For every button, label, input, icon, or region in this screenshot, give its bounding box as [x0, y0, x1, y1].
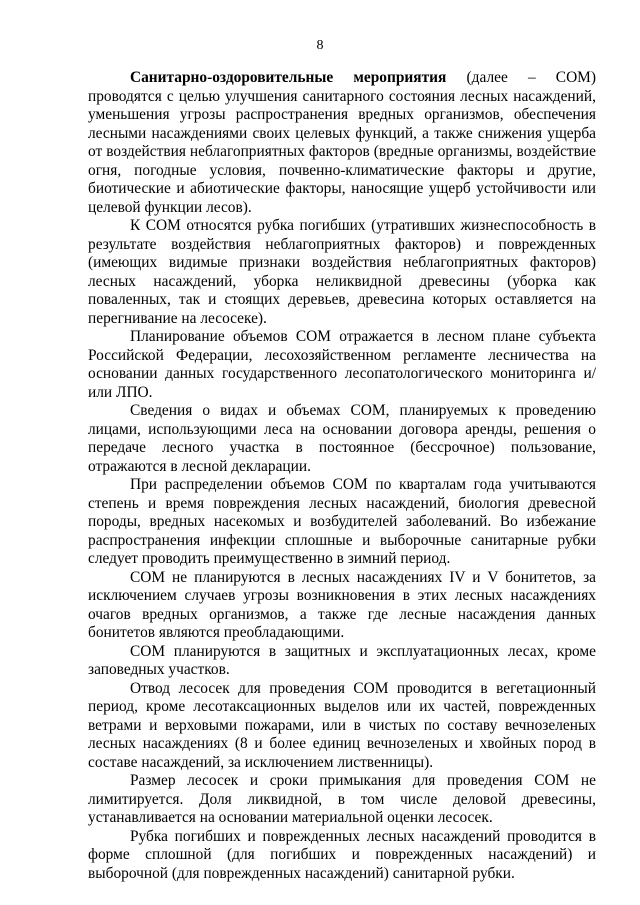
paragraph-7: СОМ планируются в защитных и эксплуатационных лесах, кроме заповедных участков. — [88, 642, 596, 678]
paragraph-10: Рубка погибших и поврежденных лесных насаждений проводится в форме сплошной (для погибших и поврежденных насаждений) и выборочной (для поврежденных насаждений) санитарной рубки. — [88, 827, 596, 882]
paragraph-1-lead: Санитарно-оздоровительные мероприятия — [130, 69, 447, 86]
document-body — [88, 69, 596, 883]
paragraph-2: К СОМ относятся рубка погибших (утративших жизнеспособность в результате воздействия неблагоприятных факторов) и поврежденных (имеющих видимые признаки воздействия неблагоприятных факторов) лесных насаждений, уборка неликвидной древесины (уборка как поваленных, так и стоящих деревьев, древесина которых оставляется на перегнивание на лесосеке). — [88, 217, 596, 327]
paragraph-8: Отвод лесосек для проведения СОМ проводится в вегетационный период, кроме лесотаксационных выделов или их частей, поврежденных ветрами и верховыми пожарами, или в чистых по составу вечнозеленых лесных насаждениях (8 и более единиц вечнозеленых и хвойных пород в составе насаждений, за исключением лиственницы). — [88, 679, 596, 771]
paragraph-1 — [88, 69, 596, 217]
paragraph-4: Сведения о видах и объемах СОМ, планируемых к проведению лицами, использующими леса на основании договора аренды, решения о передаче лесного участка в постоянное (бессрочное) пользование, отражаются в лесной декларации. — [88, 402, 596, 475]
page-number: 8 — [316, 38, 324, 53]
paragraph-9: Размер лесосек и сроки примыкания для проведения СОМ не лимитируется. Доля ликвидной, в том числе деловой древесины, устанавливается на основании материальной оценки лесосек. — [88, 772, 596, 826]
paragraph-5: При распределении объемов СОМ по кварталам года учитываются степень и время повреждения лесных насаждений, биология древесной породы, вредных насекомых и возбудителей заболеваний. Во избежание распространения инфекции сплошные и выборочные санитарные рубки следует проводить преимущественно в зимний период. — [88, 476, 596, 567]
paragraph-1-text: (далее – СОМ) проводятся с целью улучшения санитарного состояния лесных насаждений, уменьшения угрозы распространения вредных организмов, обеспечения лесными насаждениями своих целевых функций, а также снижения ущерба от воздействия неблагоприятных факторов (вредные организмы, воздействие огня, погодные условия, почвенно-климатические факторы и другие, биотические и абиотические факторы, наносящие ущерб устойчивости или целевой функции лесов). — [88, 69, 596, 216]
paragraph-6: СОМ не планируются в лесных насаждениях IV и V бонитетов, за исключением случаев угрозы возникновения в этих лесных насаждениях очагов вредных организмов, а также где лесные насаждения данных бонитетов являются преобладающими. — [88, 568, 596, 641]
paragraph-3: Планирование объемов СОМ отражается в лесном плане субъекта Российской Федерации, лесохозяйственном регламенте лесничества на основании данных государственного лесопатологического мониторинга и/или ЛПО. — [88, 328, 596, 401]
